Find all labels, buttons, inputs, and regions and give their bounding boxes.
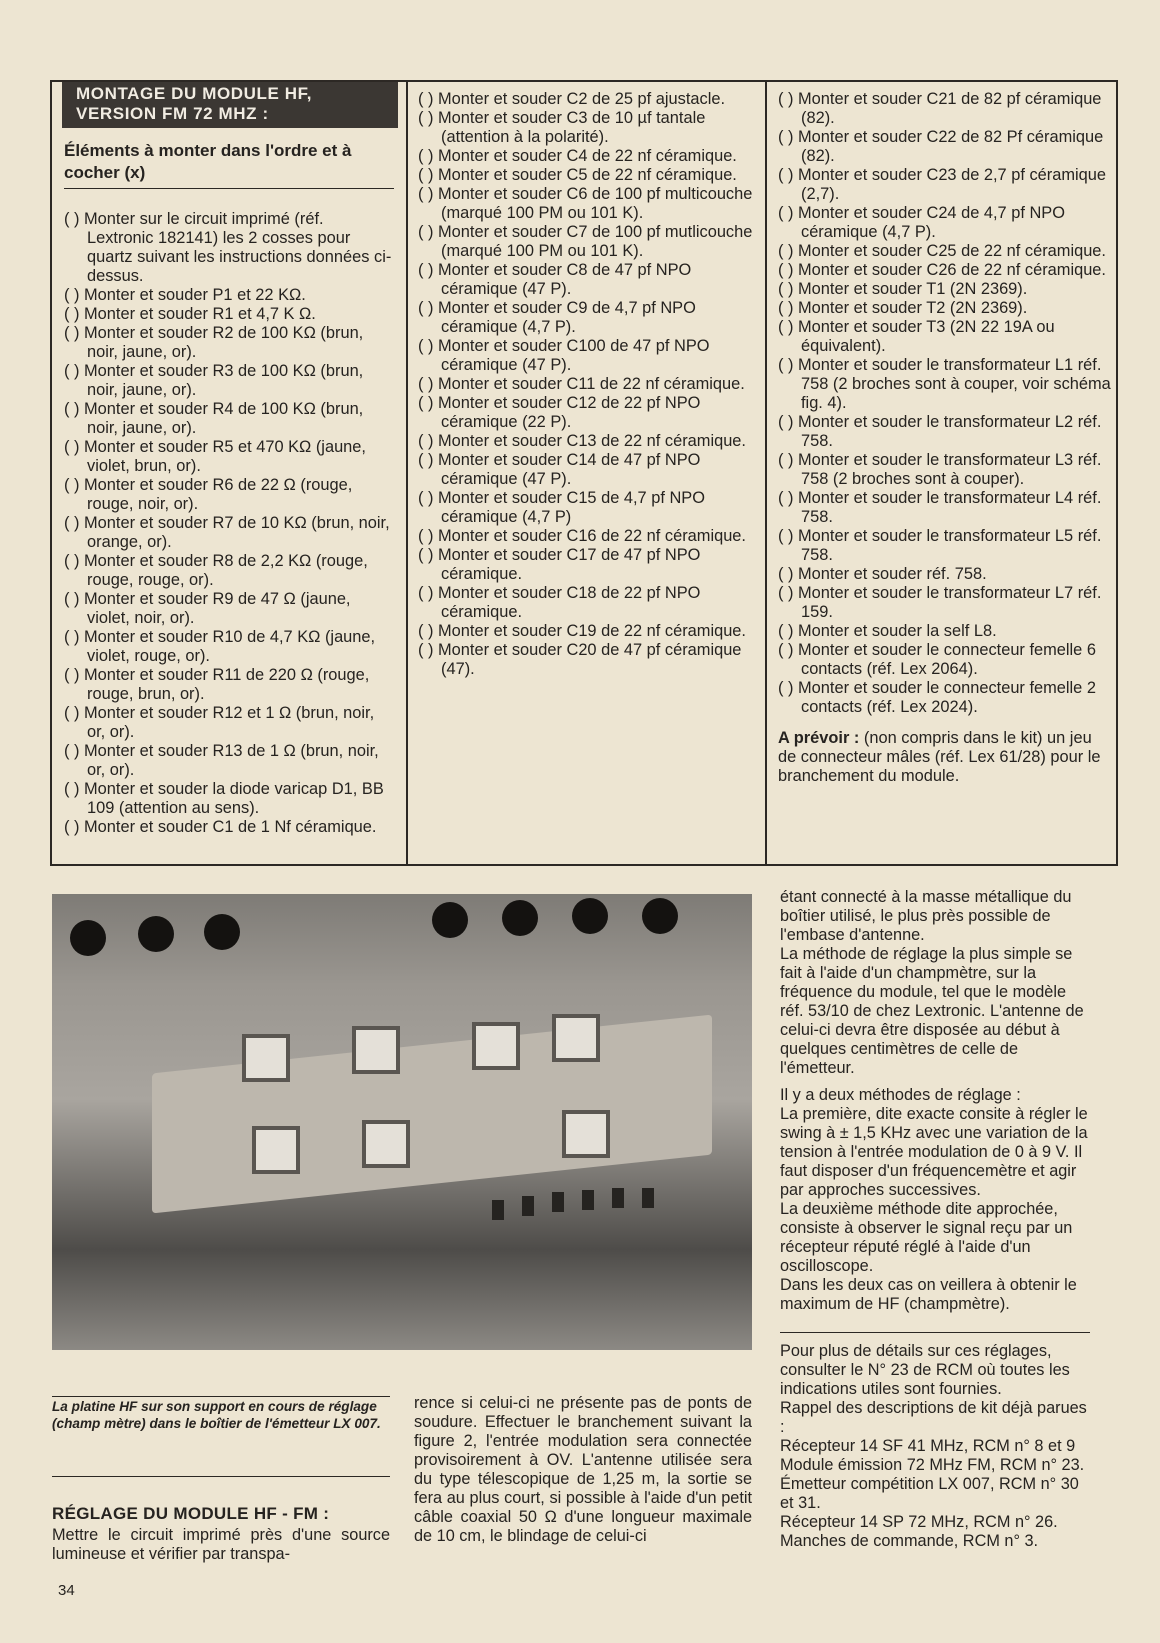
body-text-col3-references — [780, 1342, 1090, 1551]
column-divider — [406, 82, 408, 864]
checklist-item: ( ) Monter et souder réf. 758. — [778, 565, 987, 583]
checklist-item: ( ) Monter et souder C16 de 22 nf céramique. — [418, 527, 746, 545]
checklist-item: ( ) Monter et souder T2 (2N 2369). — [778, 299, 1028, 317]
checklist-item: ( ) Monter et souder R11 de 220 Ω (rouge, rouge, brun, or). — [64, 666, 370, 703]
checklist-item: ( ) Monter et souder le transformateur L4 réf. 758. — [778, 489, 1102, 526]
checklist-item: ( ) Monter et souder C21 de 82 pf céramique (82). — [778, 90, 1102, 127]
checklist-item: ( ) Monter et souder C3 de 10 µf tantale (attention à la polarité). — [418, 109, 706, 146]
checklist-item: ( ) Monter et souder R10 de 4,7 KΩ (jaune, violet, rouge, or). — [64, 628, 376, 665]
paragraph: La méthode de réglage la plus simple se fait à l'aide d'un champmètre, sur la fréquence du module, tel que le modèle réf. 53/10 de chez Lextronic. L'antenne de celui-ci devra être disposée au début à quelques centimètres de celle de l'émetteur. — [780, 945, 1084, 1077]
checklist-item: ( ) Monter et souder R7 de 10 KΩ (brun, noir, orange, or). — [64, 514, 390, 551]
checklist-item: ( ) Monter et souder R1 et 4,7 K Ω. — [64, 305, 316, 323]
paragraph: La première, dite exacte consite à régler le swing à ± 1,5 KHz avec une variation de la tension à l'entrée modulation de 0 à 9 V. Il faut disposer d'un fréquencemètre et agir par approches successives. — [780, 1105, 1088, 1199]
photo-caption: La platine HF sur son support en cours de réglage (champ mètre) dans le boîtier de l'émetteur LX 007. — [52, 1399, 381, 1431]
provision-note — [778, 729, 1114, 786]
checklist-item: ( ) Monter et souder C7 de 100 pf mutlicouche (marqué 100 PM ou 101 K). — [418, 223, 753, 260]
checklist-item: ( ) Monter et souder T3 (2N 22 19A ou équivalent). — [778, 318, 1055, 355]
parts-list-2 — [418, 90, 754, 679]
paragraph: Rappel des descriptions de kit déjà parues : — [780, 1399, 1087, 1436]
provision-note-label: A prévoir : — [778, 729, 860, 747]
checklist-item: ( ) Monter et souder le connecteur femelle 2 contacts (réf. Lex 2024). — [778, 679, 1096, 716]
checklist-item: ( ) Monter et souder C15 de 4,7 pf NPO céramique (4,7 P) — [418, 489, 705, 526]
paragraph: Récepteur 14 SP 72 MHz, RCM n° 26. — [780, 1513, 1058, 1531]
column-divider — [765, 82, 767, 864]
checklist-item: ( ) Monter et souder la diode varicap D1, BB 109 (attention au sens). — [64, 780, 384, 817]
checklist-item: ( ) Monter et souder C13 de 22 nf céramique. — [418, 432, 746, 450]
provision-note-text: (non compris dans le kit) un jeu de connecteur mâles (réf. Lex 61/28) pour le branchement du module. — [778, 729, 1101, 785]
checklist-item: ( ) Monter et souder C2 de 25 pf ajustacle. — [418, 90, 726, 108]
paragraph: La deuxième méthode dite approchée, consiste à observer le signal reçu par un récepteur réputé réglé à l'aide d'un oscilloscope. — [780, 1200, 1073, 1275]
checklist-item: ( ) Monter et souder C26 de 22 nf céramique. — [778, 261, 1106, 279]
page-number: 34 — [58, 1582, 75, 1599]
checklist-item: ( ) Monter et souder C1 de 1 Nf céramique. — [64, 818, 377, 836]
parts-column-1 — [64, 84, 394, 837]
checklist-item: ( ) Monter et souder C22 de 82 Pf céramique (82). — [778, 128, 1104, 165]
paragraph: Module émission 72 MHz FM, RCM n° 23. — [780, 1456, 1085, 1474]
checklist-item: ( ) Monter et souder R8 de 2,2 KΩ (rouge, rouge, rouge, or). — [64, 552, 368, 589]
paragraph: Manches de commande, RCM n° 3. — [780, 1532, 1039, 1550]
body-text-col2: rence si celui-ci ne présente pas de ponts de soudure. Effectuer le branchement suivant la figure 2, l'entrée modulation sera connectée provisoirement à OV. L'antenne utilisée sera du type télescopique de 1,25 m, la sortie se fera au plus court, si possible à l'aide d'un petit câble coaxial 50 Ω d'une longueur maximale de 10 cm, le blindage de celui-ci — [414, 1394, 752, 1545]
checklist-item: ( ) Monter et souder le transformateur L3 réf. 758 (2 broches sont à couper). — [778, 451, 1102, 488]
section-header: MONTAGE DU MODULE HF, VERSION FM 72 MHZ : — [62, 82, 398, 128]
hf-module-photo — [52, 894, 752, 1350]
checklist-item: ( ) Monter et souder C11 de 22 nf céramique. — [418, 375, 745, 393]
body-text-col3 — [780, 888, 1090, 1314]
checklist-item: ( ) Monter et souder C100 de 47 pf NPO céramique (47 P). — [418, 337, 710, 374]
checklist-item: ( ) Monter et souder C17 de 47 pf NPO céramique. — [418, 546, 701, 583]
checklist-item: ( ) Monter et souder C19 de 22 nf céramique. — [418, 622, 746, 640]
parts-list-1 — [64, 210, 394, 837]
checklist-item: ( ) Monter et souder C5 de 22 nf céramique. — [418, 166, 737, 184]
parts-list-3 — [778, 90, 1114, 717]
checklist-item: ( ) Monter et souder le transformateur L2 réf. 758. — [778, 413, 1102, 450]
parts-column-3 — [778, 90, 1114, 786]
checklist-item: ( ) Monter et souder C4 de 22 nf céramique. — [418, 147, 737, 165]
checklist-item: ( ) Monter et souder le transformateur L7 réf. 159. — [778, 584, 1102, 621]
body-text-col1: Mettre le circuit imprimé près d'une source lumineuse et vérifier par transpa- — [52, 1526, 390, 1563]
checklist-item: ( ) Monter et souder R9 de 47 Ω (jaune, violet, noir, or). — [64, 590, 351, 627]
checklist-item: ( ) Monter et souder C20 de 47 pf céramique (47). — [418, 641, 742, 678]
paragraph: Pour plus de détails sur ces réglages, consulter le N° 23 de RCM où toutes les indications utiles sont fournies. — [780, 1342, 1070, 1398]
checklist-item: ( ) Monter et souder R4 de 100 KΩ (brun, noir, jaune, or). — [64, 400, 364, 437]
paragraph: Émetteur compétition LX 007, RCM n° 30 et 31. — [780, 1475, 1079, 1512]
checklist-item: ( ) Monter et souder R6 de 22 Ω (rouge, rouge, noir, or). — [64, 476, 353, 513]
checklist-item: ( ) Monter et souder C14 de 47 pf NPO céramique (47 P). — [418, 451, 701, 488]
checklist-item: ( ) Monter et souder R13 de 1 Ω (brun, noir, or, or). — [64, 742, 379, 779]
checklist-item: ( ) Monter et souder C23 de 2,7 pf céramique (2,7). — [778, 166, 1106, 203]
checklist-item: ( ) Monter et souder T1 (2N 2369). — [778, 280, 1028, 298]
checklist-item: ( ) Monter et souder C25 de 22 nf céramique. — [778, 242, 1106, 260]
checklist-item: ( ) Monter et souder le transformateur L5 réf. 758. — [778, 527, 1102, 564]
checklist-item: ( ) Monter et souder la self L8. — [778, 622, 997, 640]
parts-column-2 — [418, 90, 754, 679]
checklist-item: ( ) Monter et souder R5 et 470 KΩ (jaune, violet, brun, or). — [64, 438, 366, 475]
checklist-item: ( ) Monter et souder C6 de 100 pf multicouche (marqué 100 PM ou 101 K). — [418, 185, 753, 222]
parts-list-box — [50, 80, 1118, 866]
instructions-subheader: Éléments à monter dans l'ordre et à cocher (x) — [64, 138, 394, 189]
checklist-item: ( ) Monter sur le circuit imprimé (réf. Lextronic 182141) les 2 cosses pour quartz suivant les instructions données ci-dessus. — [64, 210, 392, 285]
paragraph: étant connecté à la masse métallique du boîtier utilisé, le plus près possible de l'embase d'antenne. — [780, 888, 1072, 944]
checklist-item: ( ) Monter et souder P1 et 22 KΩ. — [64, 286, 306, 304]
paragraph: Dans les deux cas on veillera à obtenir le maximum de HF (champmètre). — [780, 1276, 1077, 1313]
checklist-item: ( ) Monter et souder C18 de 22 pf NPO céramique. — [418, 584, 701, 621]
checklist-item: ( ) Monter et souder C24 de 4,7 pf NPO céramique (4,7 P). — [778, 204, 1065, 241]
checklist-item: ( ) Monter et souder C8 de 47 pf NPO céramique (47 P). — [418, 261, 692, 298]
checklist-item: ( ) Monter et souder le connecteur femelle 6 contacts (réf. Lex 2064). — [778, 641, 1096, 678]
checklist-item: ( ) Monter et souder R2 de 100 KΩ (brun, noir, jaune, or). — [64, 324, 364, 361]
checklist-item: ( ) Monter et souder le transformateur L1 réf. 758 (2 broches sont à couper, voir schéma fig. 4). — [778, 356, 1111, 412]
paragraph: Récepteur 14 SF 41 MHz, RCM n° 8 et 9 — [780, 1437, 1076, 1455]
paragraph: Il y a deux méthodes de réglage : — [780, 1086, 1021, 1104]
checklist-item: ( ) Monter et souder R3 de 100 KΩ (brun, noir, jaune, or). — [64, 362, 364, 399]
checklist-item: ( ) Monter et souder C12 de 22 pf NPO céramique (22 P). — [418, 394, 701, 431]
checklist-item: ( ) Monter et souder R12 et 1 Ω (brun, noir, or, or). — [64, 704, 375, 741]
section-title: RÉGLAGE DU MODULE HF - FM : — [52, 1504, 330, 1523]
checklist-item: ( ) Monter et souder C9 de 4,7 pf NPO céramique (4,7 P). — [418, 299, 696, 336]
